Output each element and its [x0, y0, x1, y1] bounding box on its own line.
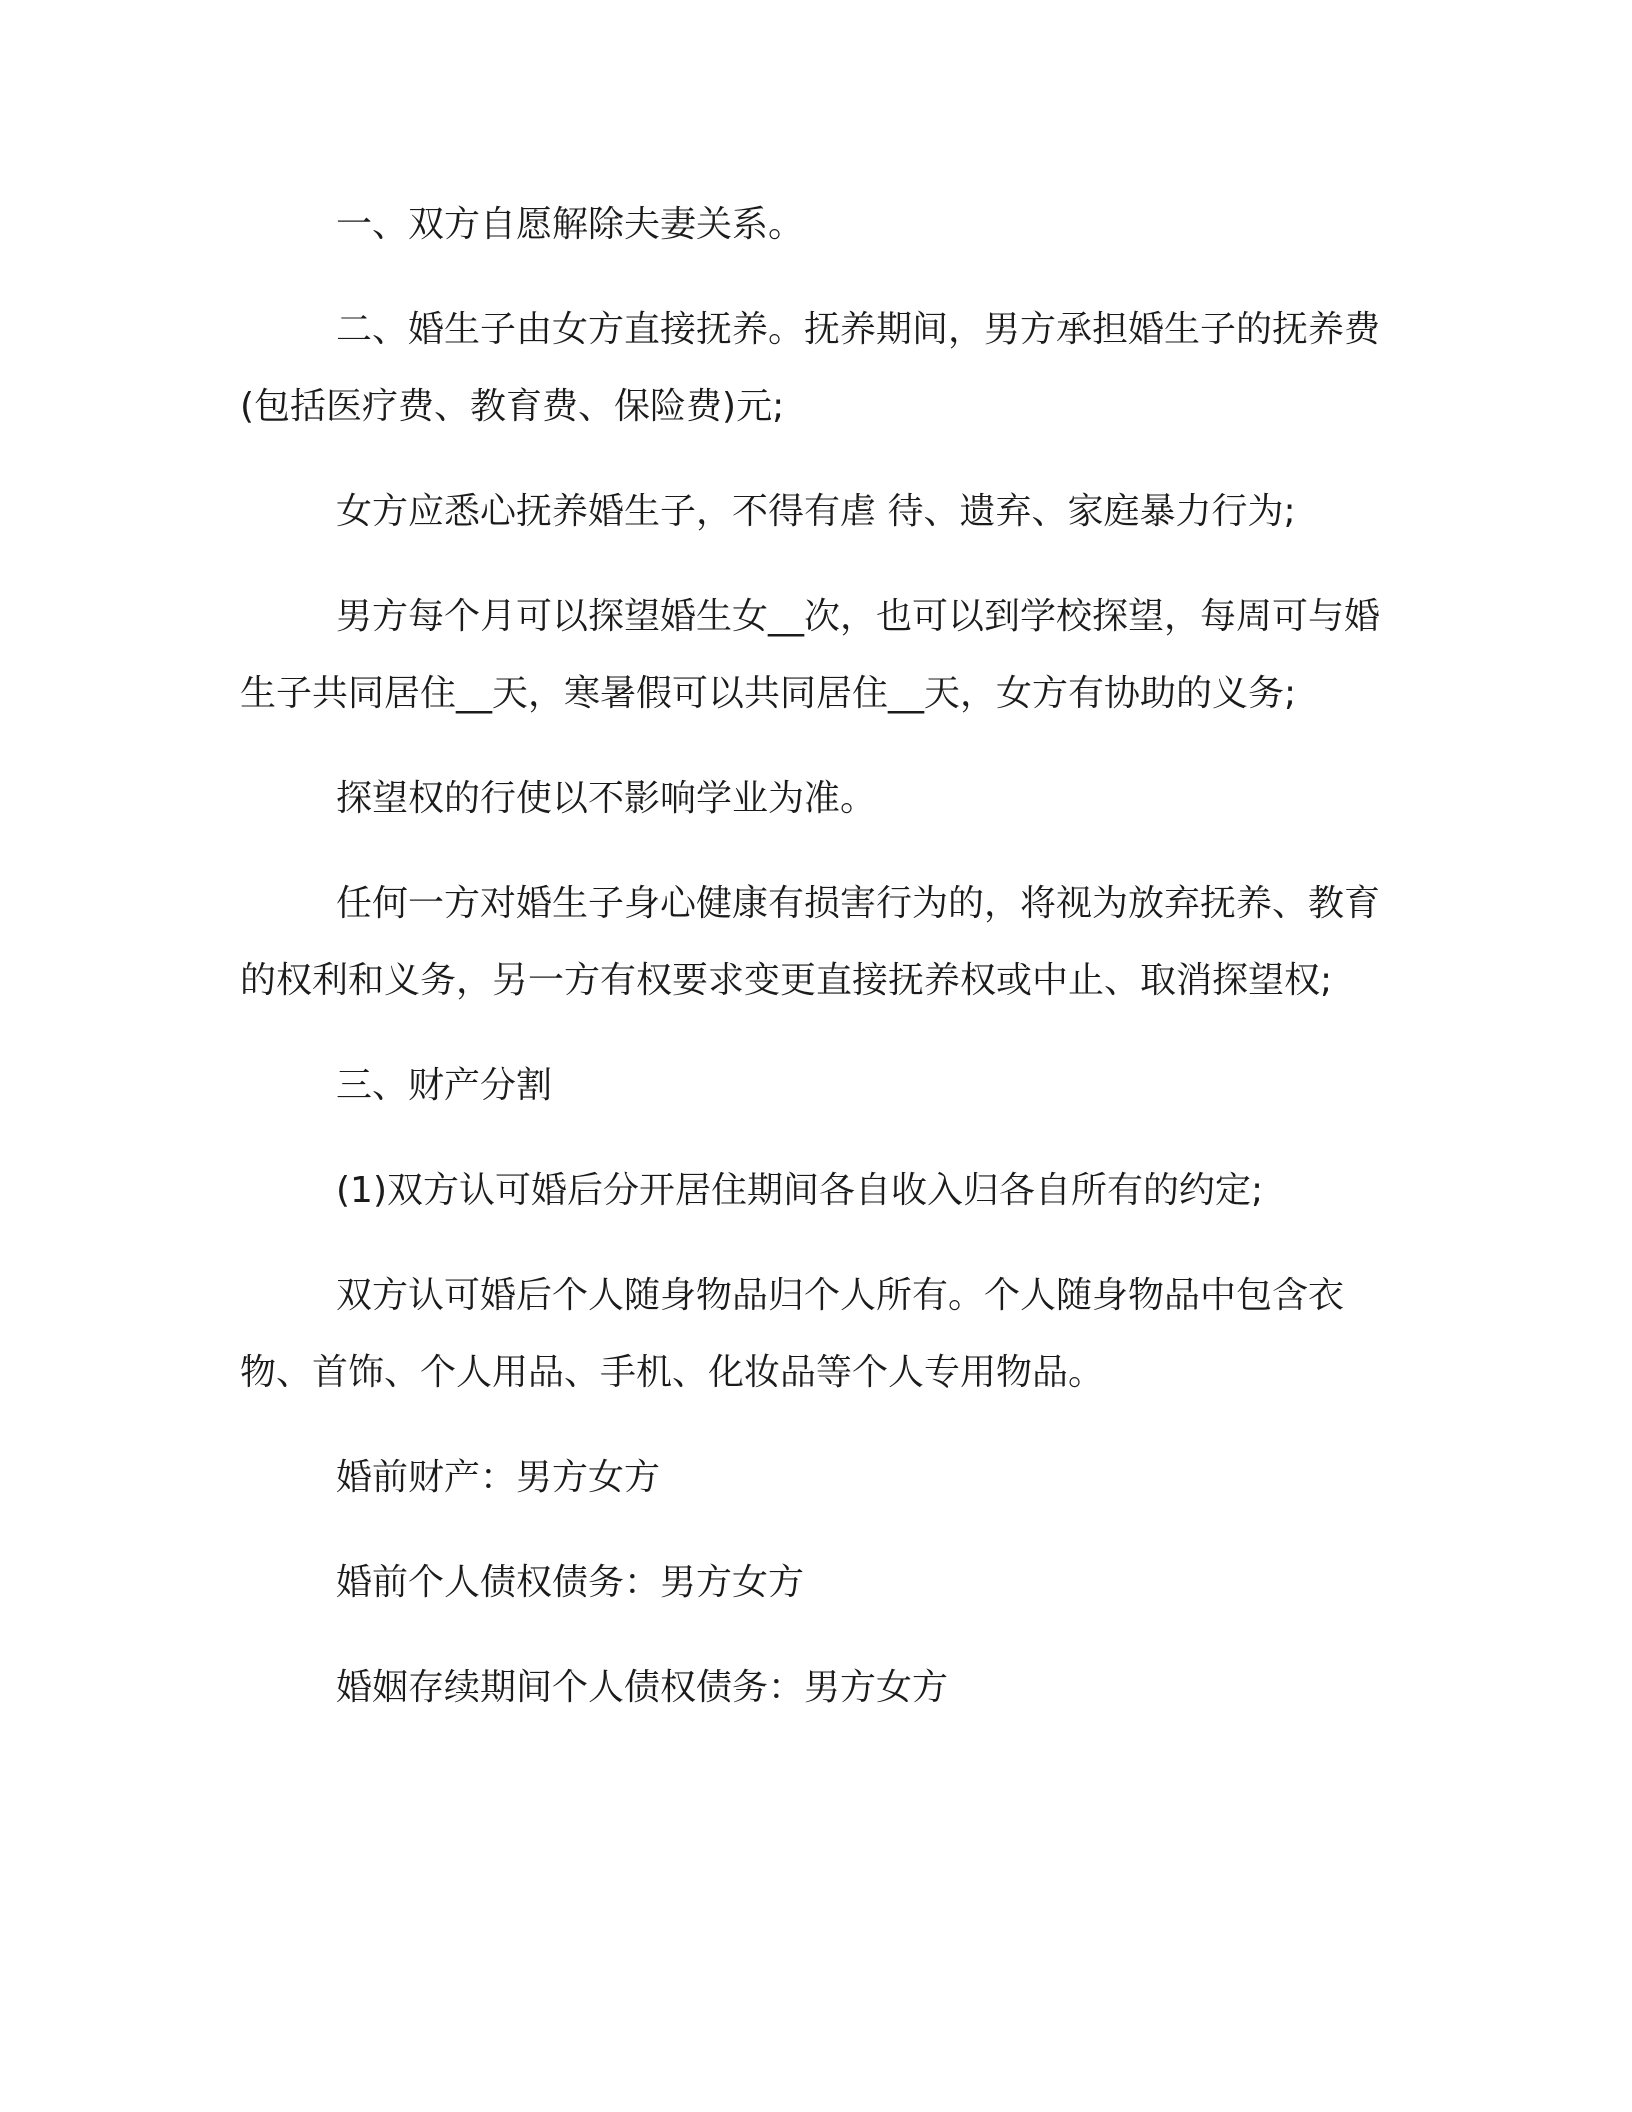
paragraph-visitation-schedule: 男方每个月可以探望婚生女__次，也可以到学校探望，每周可与婚生子共同居住__天，寒暑假可以共同居住__天，女方有协助的义务;	[240, 596, 1381, 714]
paragraph-care-obligation: 女方应悉心抚养婚生子，不得有虐 待、遗弃、家庭暴力行为;	[336, 491, 1296, 532]
paragraph-dissolve-marriage: 一、双方自愿解除夫妻关系。	[336, 204, 805, 245]
paragraph-personal-items: 双方认可婚后个人随身物品归个人所有。个人随身物品中包含衣物、首饰、个人用品、手机、化妆品等个人专用物品。	[240, 1275, 1345, 1393]
paragraph-premarital-property: 婚前财产：男方女方	[336, 1457, 661, 1498]
document-body	[240, 186, 1380, 1754]
section-heading-property: 三、财产分割	[336, 1065, 553, 1106]
paragraph-visitation-condition: 探望权的行使以不影响学业为准。	[336, 778, 877, 819]
paragraph-income-agreement: (1)双方认可婚后分开居住期间各自收入归各自所有的约定;	[336, 1170, 1264, 1211]
paragraph-marital-debts: 婚姻存续期间个人债权债务：男方女方	[336, 1667, 949, 1708]
paragraph-child-custody: 二、婚生子由女方直接抚养。抚养期间，男方承担婚生子的抚养费(包括医疗费、教育费、保险费)元;	[240, 309, 1381, 427]
paragraph-harm-clause: 任何一方对婚生子身心健康有损害行为的，将视为放弃抚养、教育的权利和义务，另一方有权要求变更直接抚养权或中止、取消探望权;	[240, 883, 1381, 1001]
paragraph-premarital-debts: 婚前个人债权债务：男方女方	[336, 1562, 805, 1603]
